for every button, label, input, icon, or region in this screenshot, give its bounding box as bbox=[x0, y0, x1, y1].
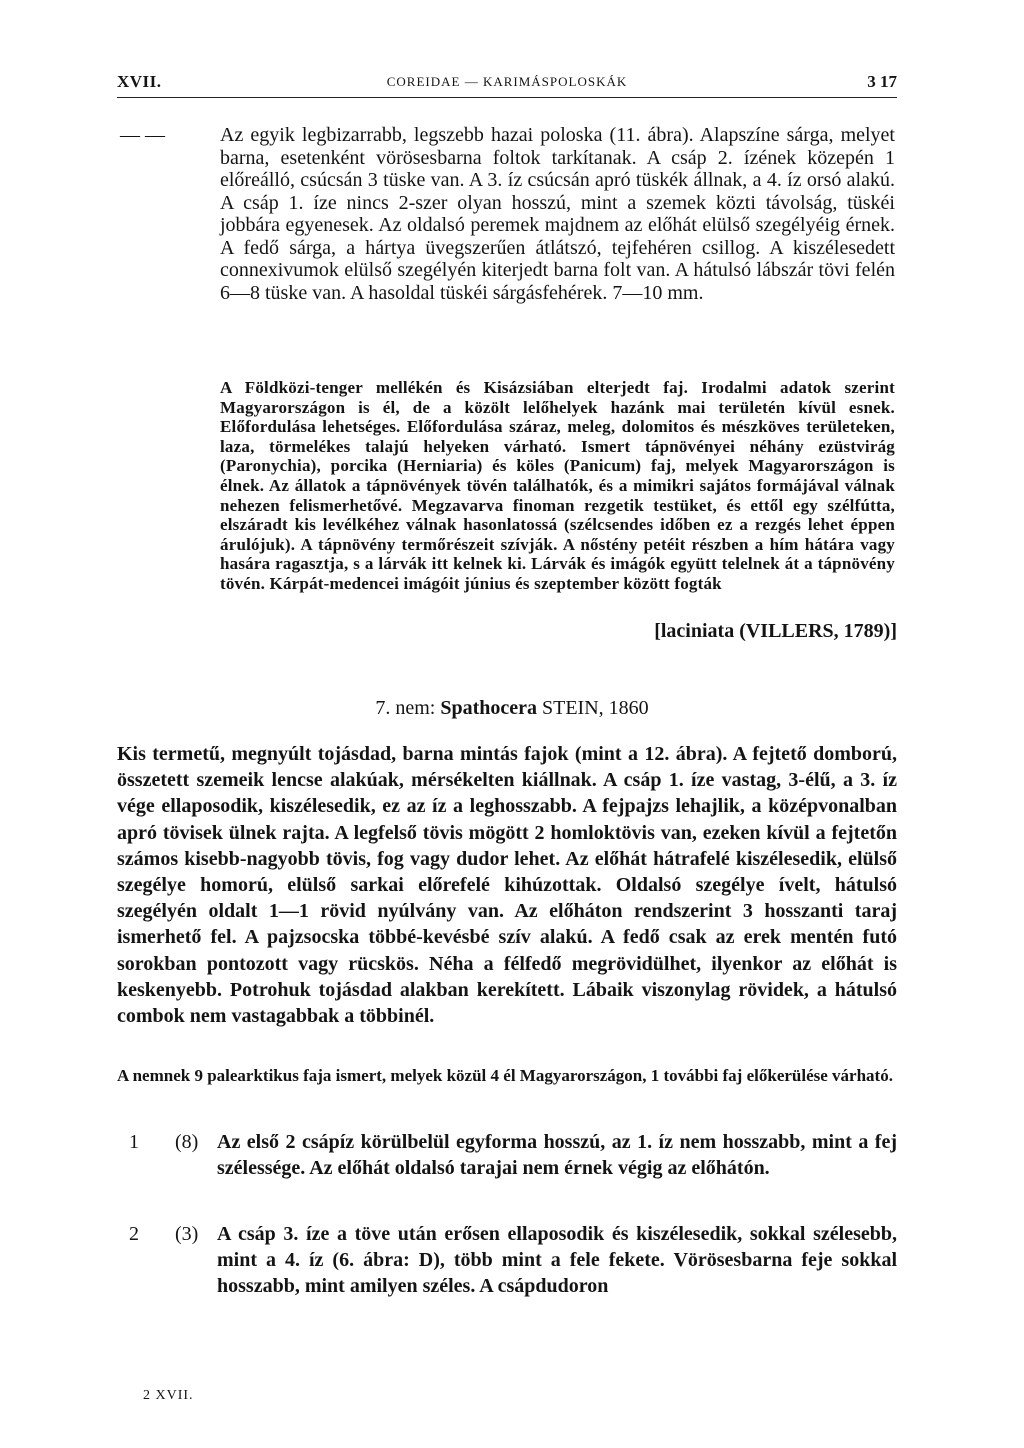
key-number: 2 bbox=[129, 1223, 139, 1245]
key-text: Az első 2 csápíz körülbelül egyforma hosszú, az 1. íz nem hosszabb, mint a fej szélessége. Az előhát oldalsó tarajai nem érnek végig az előhátón. bbox=[217, 1131, 897, 1180]
signature-mark: 2 XVII. bbox=[143, 1388, 194, 1403]
genus-name: Spathocera bbox=[440, 697, 537, 719]
entry-dashes: — — bbox=[120, 124, 165, 146]
key-number: 1 bbox=[129, 1131, 139, 1153]
genus-heading bbox=[0, 697, 1024, 720]
key-text: A csáp 3. íze a töve után erősen ellaposodik és kiszélesedik, sokkal szélesebb, mint a 4. íz (6. ábra: D), több mint a fele fekete. Vörösesbarna feje sokkal hosszabb, mint amilyen széles. A csápdudoron bbox=[217, 1223, 897, 1298]
species-ecology: A Földközi-tenger mellékén és Kisázsiában elterjedt faj. Irodalmi adatok szerint Magyarországon is él, de a közölt lelőhelyek hazánk mai területén kívül esnek. Előfordulása lehetséges. Előfordulása száraz, meleg, dolomitos és mészköves területeken, laza, törmelékes talajú helyeken várható. Ismert tápnövényei néhány ezüstvirág (Paronychia), porcika (Herniaria) és köles (Panicum) faj, melyek Magyarországon is élnek. Az állatok a tápnövények tövén találhatók, és a mimikri sajátos formájával válnak nehezen felismerhetővé. Megzavarva finoman rezgetik testüket, és ettől egy szélfútta, elszáradt kis levélkéhez válnak hasonlatossá (szélcsendes időben ez a rezgés lehet éppen árulójuk). A tápnövény termőrészeit szívják. A nőstény petéit részben a hím hátára vagy hasára ragasztja, s a lárvák itt kelnek ki. Lárvák és imágók együtt telelnek át a tápnövény tövén. Kárpát-medencei imágóit június és szeptember között fogták bbox=[220, 378, 895, 593]
genus-note: A nemnek 9 palearktikus faja ismert, melyek közül 4 él Magyarországon, 1 további faj előkerülése várható. bbox=[117, 1066, 893, 1085]
species-citation: [laciniata (VILLERS, 1789)] bbox=[654, 620, 897, 642]
page-number: 3 17 bbox=[867, 72, 897, 91]
key-reference: (8) bbox=[175, 1131, 199, 1153]
genus-author: STEIN bbox=[542, 697, 599, 719]
section-number: XVII. bbox=[117, 72, 162, 91]
species-description bbox=[120, 124, 895, 304]
running-title: COREIDAE — KARIMÁSPOLOSKÁK bbox=[386, 74, 628, 89]
page-header bbox=[117, 72, 897, 94]
header-rule bbox=[117, 97, 897, 98]
genus-year: , 1860 bbox=[598, 697, 649, 719]
genus-prefix: 7. nem: bbox=[375, 697, 441, 719]
genus-description: Kis termetű, megnyúlt tojásdad, barna mintás fajok (mint a 12. ábra). A fejtető domború, összetett szemeik lencse alakúak, mérsékelten kiállnak. A csáp 1. íze vastag, 3-élű, a 3. íz vége ellaposodik, kiszélesedik, ez az íz a leghosszabb. A fejpajzs lehajlik, a középvonalban apró tövisek ülnek rajta. A legfelső tövis mögött 2 homloktövis van, ezeken kívül a fejtetőn számos kisebb-nagyobb tövis, fog vagy dudor lehet. Az előhát hátrafelé kiszélesedik, elülső szegélye homorú, elülső sarkai előrefelé kihúzottak. Oldalsó szegélye ívelt, hátulsó szegélyén oldalt 1—1 rövid nyúlvány van. Az előháton rendszerint 3 hosszanti taraj ismerhető fel. A pajzsocska többé-kevésbé szív alakú. A fedő csak az erek mentén futó sorokban pontozott vagy rücskös. Néha a félfedő megrövidülhet, ilyenkor az előhát is keskenyebb. Potrohuk tojásdad alakban kerekített. Lábaik viszonylag rövidek, a hátulsó combok nem vastagabbak a többinél. bbox=[117, 743, 897, 1028]
key-reference: (3) bbox=[175, 1223, 199, 1245]
species-description-text: Az egyik legbizarrabb, legszebb hazai poloska (11. ábra). Alapszíne sárga, melyet barna, esetenként vörösesbarna foltok tarkítanak. A csáp 2. ízének közepén 1 előreálló, csúcsán 3 tüske van. A 3. íz csúcsán apró tüskék állnak, a 4. íz orsó alakú. A csáp 1. íze nincs 2-szer olyan hosszú, mint a szemek közti távolság, tüskéi jobbára egyenesek. Az oldalsó peremek majdnem az előhát elülső szegélyéig érnek. A fedő sárga, a hártya üvegszerűen átlátszó, tejfehéren csillog. A kiszélesedett connexivumok elülső szegélyén kiterjedt barna folt van. A hátulsó lábszár tövi felén 6—8 tüske van. A hasoldal tüskéi sárgásfehérek. 7—10 mm. bbox=[220, 124, 895, 304]
